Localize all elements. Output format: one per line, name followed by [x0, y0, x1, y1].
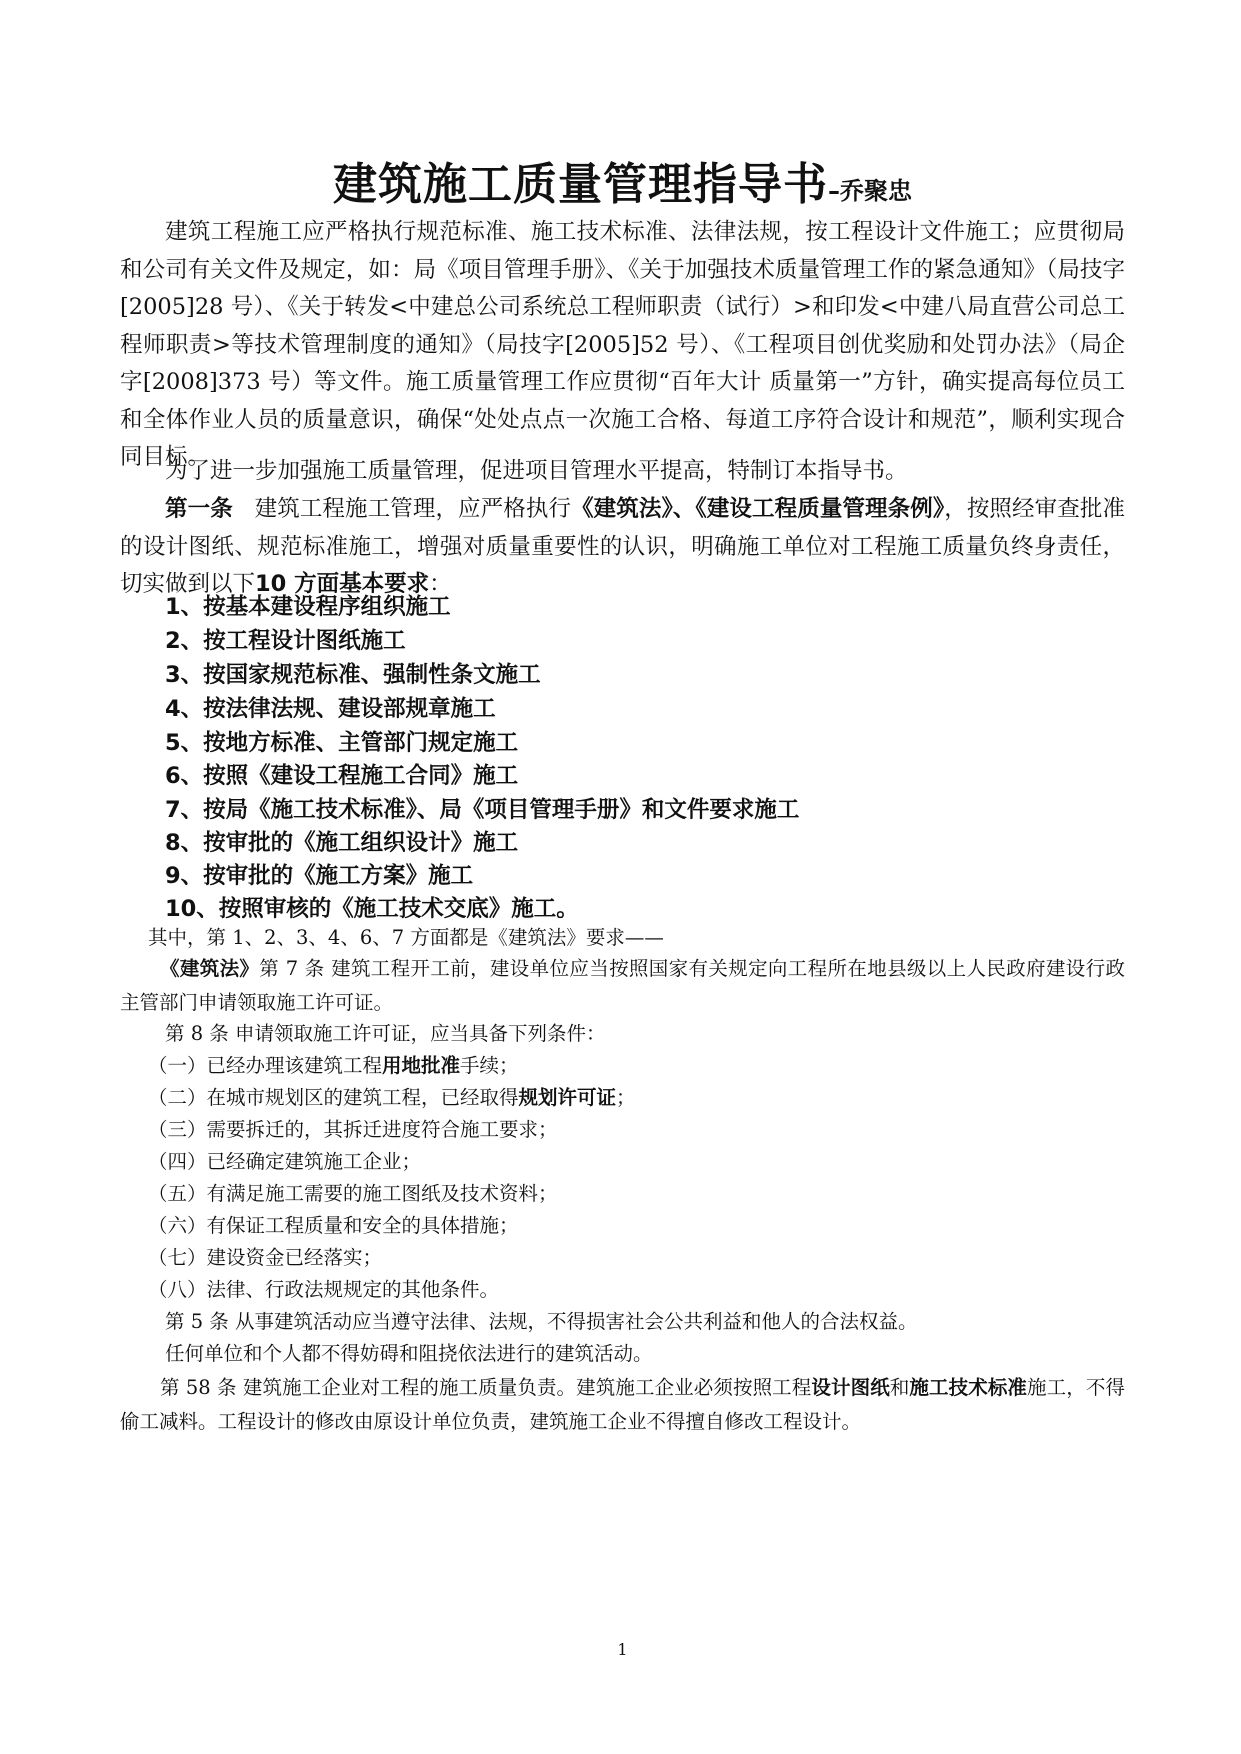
requirement-item: 8、按审批的《施工组织设计》施工: [165, 830, 519, 856]
article-5: 第 5 条 从事建筑活动应当遵守法律、法规，不得损害社会公共利益和他人的合法权益。: [165, 1310, 918, 1333]
purpose-paragraph: 为了进一步加强施工质量管理，促进项目管理水平提高，特制订本指导书。: [165, 458, 908, 484]
condition-text: ；: [616, 1086, 636, 1109]
condition-item: [148, 1051, 519, 1081]
condition-item: （八）法律、行政法规规定的其他条件。: [148, 1278, 500, 1301]
law-name: 《建筑法》: [160, 957, 260, 980]
requirement-item: 7、按局《施工技术标准》、局《项目管理手册》和文件要求施工: [165, 797, 800, 823]
requirement-item: 4、按法律法规、建设部规章施工: [165, 696, 496, 722]
condition-item: （六）有保证工程质量和安全的具体措施；: [148, 1214, 519, 1237]
article-58-text: 第 58 条 建筑施工企业对工程的施工质量负责。建筑施工企业必须按照工程: [160, 1376, 812, 1399]
article-8-heading: 第 8 条 申请领取施工许可证，应当具备下列条件：: [165, 1022, 606, 1045]
law-article-7: [120, 952, 1125, 1020]
intro-paragraph: 建筑工程施工应严格执行规范标准、施工技术标准、法律法规，按工程设计文件施工；应贯彻局和公司有关文件及规定，如：局《项目管理手册》、《关于加强技术质量管理工作的紧急通知》（局技字[2005]28 号）、《关于转发<中建总公司系统总工程师职责（试行）>和印发<中建八局直营公司总工程师职责>等技术管理制度的通知》（局技字[2005]52 号）、《工程项目创优奖励和处罚办法》（局企字[2008]373 号）等文件。施工质量管理工作应贯彻“百年大计 质量第一”方针，确实提高每位员工和全体作业人员的质量意识，确保“处处点点一次施工合格、每道工序符合设计和规范”，顺利实现合同目标。: [120, 219, 1125, 470]
article-7-text: 第 7 条 建筑工程开工前，建设单位应当按照国家有关规定向工程所在地县级以上人民政府建设行政主管部门申请领取施工许可证。: [120, 957, 1125, 1014]
article-1-text-a: 建筑工程施工管理，应严格执行: [254, 496, 572, 522]
article-1-paragraph: [120, 491, 1125, 604]
law-note: 其中，第 1、2、3、4、6、7 方面都是《建筑法》要求——: [148, 926, 664, 949]
article-1-count: 10 方面基本要求: [255, 571, 430, 597]
title-author: –乔聚忠: [828, 177, 912, 205]
requirement-item: 3、按国家规范标准、强制性条文施工: [165, 662, 541, 688]
article-58-text: 施工，不得偷工减料。工程设计的修改由原设计单位负责，建筑施工企业不得擅自修改工程设计。: [120, 1376, 1125, 1433]
requirement-item: 1、按基本建设程序组织施工: [165, 594, 451, 620]
condition-item: （三）需要拆迁的，其拆迁进度符合施工要求；: [148, 1118, 558, 1141]
article-58: [120, 1371, 1125, 1439]
condition-text: （二）在城市规划区的建筑工程，已经取得: [148, 1086, 519, 1109]
document-title: [120, 148, 1125, 212]
condition-emphasis: 用地批准: [382, 1054, 461, 1077]
condition-item: （七）建设资金已经落实；: [148, 1246, 383, 1269]
article-58-text: 和: [889, 1376, 910, 1399]
condition-emphasis: 规划许可证: [518, 1086, 617, 1109]
condition-item: （四）已经确定建筑施工企业；: [148, 1150, 422, 1173]
article-5-continued: 任何单位和个人都不得妨碍和阻挠依法进行的建筑活动。: [165, 1342, 653, 1365]
document-page: [120, 0, 1125, 1754]
condition-text: （一）已经办理该建筑工程: [148, 1054, 383, 1077]
requirement-item: 9、按审批的《施工方案》施工: [165, 863, 474, 889]
page-number: 1: [617, 1640, 628, 1659]
title-main: 建筑施工质量管理指导书: [333, 159, 828, 210]
requirement-item: 2、按工程设计图纸施工: [165, 628, 406, 654]
article-58-emphasis: 设计图纸: [811, 1376, 890, 1399]
article-1-text-b: ，按照经审查批准的设计图纸、规范标准施工，增强对质量重要性的认识，明确施工单位对工程施工质量负终身责任，切实做到以下: [120, 496, 1125, 597]
requirement-item: 10、按照审核的《施工技术交底》施工。: [165, 896, 579, 922]
article-58-emphasis: 施工技术标准: [909, 1376, 1028, 1399]
condition-item: [148, 1083, 636, 1113]
condition-text: 手续；: [460, 1054, 519, 1077]
article-1-laws: 《建筑法》、《建设工程质量管理条例》: [571, 496, 945, 522]
article-1-label: 第一条: [165, 496, 233, 522]
condition-item: （五）有满足施工需要的施工图纸及技术资料；: [148, 1182, 558, 1205]
requirement-item: 6、按照《建设工程施工合同》施工: [165, 763, 519, 789]
requirement-item: 5、按地方标准、主管部门规定施工: [165, 730, 519, 756]
article-1-text-c: ：: [429, 571, 452, 597]
